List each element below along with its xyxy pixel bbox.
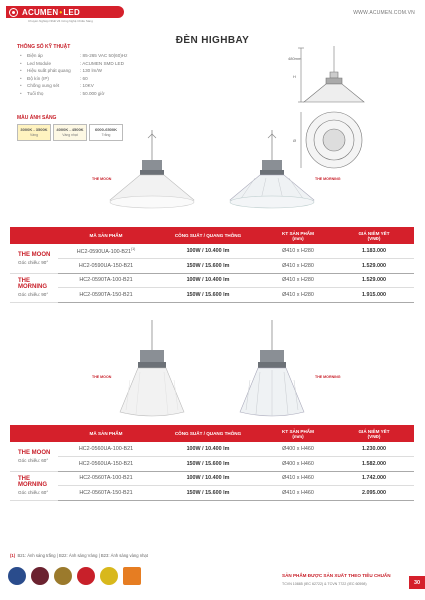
group-name: THE MORNING [18,476,47,488]
specs-heading: THÔNG SỐ KỸ THUẬT [17,44,71,50]
spec-value: : 85-265 VAC 50(60)Hz [80,53,128,58]
brand-suffix: LED [63,7,80,17]
product-size: Ø410 x H280 [262,273,334,288]
lamp-images-90deg [90,130,330,218]
group-name: THE MOON [18,251,51,258]
dim-height: 480mm [288,56,302,61]
product-size: Ø410 x H280 [262,288,334,303]
product-code: HC2-0560UA-100-B21 [58,442,154,457]
gold-award-icon [54,567,72,585]
dim-h-label: H [293,74,296,79]
spec-row [20,68,127,76]
spec-row [20,83,127,91]
lamp-label-moon-90: THE MOON [92,177,112,181]
product-power: 150W / 15.600 lm [154,486,262,501]
swatch-temp: 4000K - 4500K [56,127,84,132]
footnote: (1) B21: Ánh sáng trắng | B22: Ánh sáng Vàng | B23: Ánh sáng vàng nhạt [10,553,148,558]
product-size: Ø410 x H280 [262,244,334,259]
table-row [10,486,414,501]
product-price: 1.742.000 [334,471,414,486]
dim-diameter: Ø [293,138,297,143]
product-code: HC2-0560TA-100-B21 [58,471,154,486]
col-header-size: KT SẢN PHẨM (mm) [262,227,334,244]
group-name: THE MORNING [18,278,47,290]
light-color-heading: MÀU ÁNH SÁNG [17,115,57,121]
group-angle: Góc chiếu: 90° [18,292,49,297]
footnote-mark: (1) [130,247,136,252]
spec-value: : 10KV [80,83,94,88]
star-award-icon [77,567,95,585]
product-price: 1.230.000 [334,442,414,457]
swatch-name: Vàng [30,133,38,137]
energy-label-icon [100,567,118,585]
col-header-power: CÔNG SUẤT / QUANG THÔNG [154,227,262,244]
product-power: 100W / 10.400 lm [154,273,262,288]
product-price: 1.183.000 [334,244,414,259]
product-size: Ø410 x H460 [262,486,334,501]
lamp-label-moon-60: THE MOON [92,375,112,379]
standards-detail: TCVN 10885 (IEC 62722) & TCVN 7722 (IEC 60598) [282,582,367,586]
product-size: Ø400 x H460 [262,457,334,472]
product-code: HC2-0560TA-150-B21 [58,486,154,501]
spec-value: : 50.000 giờ [80,90,105,96]
product-group [10,442,58,471]
product-price: 1.529.000 [334,273,414,288]
product-size: Ø410 x H460 [262,471,334,486]
spec-value: : 60 [80,75,88,81]
product-group [10,273,58,302]
standards-title: SẢN PHẨM ĐƯỢC SẢN XUẤT THEO TIÊU CHUẨN [282,573,391,578]
spec-value: : ACUMEN SMD LED [80,60,124,66]
spec-key: • Độ kín (IP) [20,76,80,84]
spec-row [20,91,127,99]
swatch-temp: 6000-6500K [94,127,118,132]
iso-cert-icon [8,567,26,585]
product-code: HC2-0590TA-150-B21 [58,288,154,303]
spec-row [20,53,127,61]
price-table-60deg [10,425,414,501]
col-header-power: CÔNG SUẤT / QUANG THÔNG [154,425,262,442]
group-angle: Góc chiếu: 60° [18,490,49,495]
quality-award-icon [31,567,49,585]
brand-mark-icon [9,8,18,17]
product-size: Ø400 x H460 [262,442,334,457]
brand-name: ACUMEN [22,7,59,17]
spec-key: • Led Module [20,61,80,69]
product-code: HC2-0590UA-150-B21 [58,259,154,274]
product-price: 1.529.000 [334,259,414,274]
product-price: 1.582.000 [334,457,414,472]
col-header-price: GIÁ NIÊM YẾT (VNĐ) [334,425,414,442]
product-price: 2.095.000 [334,486,414,501]
spec-row [20,76,127,84]
page-number: 30 [409,576,425,589]
product-power: 100W / 10.400 lm [154,244,262,259]
color-swatch [53,124,87,141]
product-power: 150W / 15.600 lm [154,457,262,472]
brand-slogan: Chuyên Nghiệp Nhất Về Công Nghệ Chiếu Sáng [28,19,93,23]
group-angle: Góc chiếu: 60° [18,457,49,463]
product-code: HC2-0590UA-100-B21$^{(1)}$ [58,244,154,259]
certification-badges [8,567,141,585]
product-power: 100W / 10.400 lm [154,471,262,486]
table-row [10,471,414,486]
table-row [10,259,414,274]
swatch-temp: 3000K - 3500K [20,127,48,132]
product-code: HC2-0560UA-150-B21 [58,457,154,472]
lamp-label-morning-60: THE MORNING [315,375,341,379]
page-title: ĐÈN HIGHBAY [175,35,250,46]
swatch-name: Trắng [101,133,111,137]
product-power: 150W / 15.600 lm [154,288,262,303]
col-header-price: GIÁ NIÊM YẾT (VNĐ) [334,227,414,244]
col-header-code: MÃ SẢN PHẨM [58,227,154,244]
table-row [10,288,414,303]
spec-value: : 130 lm/W [80,68,102,73]
swatch-name: Vàng nhạt [62,133,78,137]
product-power: 100W / 10.400 lm [154,442,262,457]
website-link[interactable]: WWW.ACUMEN.COM.VN [353,10,415,16]
spec-row [20,61,127,69]
product-group [10,244,58,273]
lamp-images-60deg [90,320,330,420]
col-header-size: KT SẢN PHẨM (mm) [262,425,334,442]
table-row [10,442,414,457]
product-group [10,471,58,500]
product-power: 150W / 15.600 lm [154,259,262,274]
spec-key: • Tuổi thọ [20,91,80,99]
product-code: HC2-0590TA-100-B21 [58,273,154,288]
spec-key: • Chống xung sét [20,83,80,91]
spec-key: • Hiệu suất phát quang [20,68,80,76]
col-header-code: MÃ SẢN PHẨM [58,425,154,442]
group-angle: Góc chiếu: 90° [18,259,49,265]
color-swatch [17,124,51,141]
specs-list [20,53,127,98]
lamp-label-morning-90: THE MORNING [315,177,341,181]
table-row [10,273,414,288]
spec-key: • Điện áp [20,53,80,61]
table-row [10,457,414,472]
group-name: THE MOON [18,449,51,456]
product-size: Ø410 x H280 [262,259,334,274]
product-price: 1.915.000 [334,288,414,303]
vn-product-icon [123,567,141,585]
brand-logo: ACUMEN•LED [6,6,124,18]
price-table-90deg [10,227,414,303]
table-row [10,244,414,259]
